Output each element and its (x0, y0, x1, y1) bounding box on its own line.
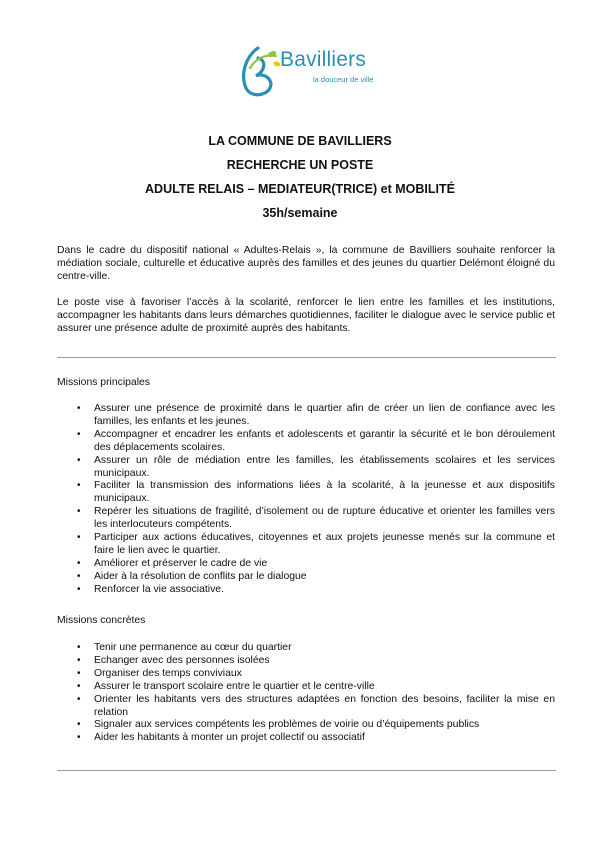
bullet-icon: • (77, 654, 81, 666)
missions-principales-list (57, 403, 555, 597)
list-item-text: Echanger avec des personnes isolées (94, 654, 270, 666)
bullet-icon: • (77, 557, 81, 569)
missions-concretes-list (57, 642, 555, 745)
list-item-text: Améliorer et préserver le cadre de vie (94, 557, 268, 569)
list-item (57, 506, 555, 532)
list-item (57, 668, 555, 681)
logo-name: Bavilliers (280, 48, 367, 71)
list-item (57, 719, 555, 732)
bullet-icon: • (77, 642, 81, 653)
list-item-text: Assurer une présence de proximité dans le quartier afin de créer un lien de confiance avec les familles, les enfants et les jeunes. (94, 403, 555, 427)
bullet-icon: • (77, 532, 81, 544)
list-item (57, 558, 555, 571)
bullet-icon: • (77, 667, 81, 679)
list-item (57, 532, 555, 558)
bullet-icon: • (77, 719, 81, 731)
section-title-missions-principales: Missions principales (57, 377, 150, 388)
list-item-text: Repérer les situations de fragilité, d’isolement ou de rupture éducative et orienter les familles vers les interlocuteurs compétents. (94, 506, 555, 531)
list-item-text: Faciliter la transmission des informations liées à la scolarité, à la jeunesse et aux dispositifs municipaux. (94, 480, 555, 505)
bullet-icon: • (77, 732, 81, 744)
list-item (57, 455, 555, 481)
list-item-text: Renforcer la vie associative. (94, 583, 224, 595)
title-block (0, 134, 600, 230)
bullet-icon: • (77, 403, 81, 414)
list-item (57, 480, 555, 506)
list-item (57, 681, 555, 694)
bullet-icon: • (77, 454, 81, 466)
divider-bottom (57, 770, 556, 771)
bullet-icon: • (77, 693, 81, 705)
heading-commune: LA COMMUNE DE BAVILLIERS (208, 134, 392, 148)
bavilliers-logo (236, 42, 396, 102)
intro-paragraph-1: Dans le cadre du dispositif national « Adultes-Relais », la commune de Bavilliers souhaite renforcer la médiation sociale, culturelle et éducative auprès des familles et des jeunes du quartier Delémont éloigné du centre-ville. (57, 245, 555, 283)
list-item-text: Tenir une permanence au cœur du quartier (94, 642, 292, 653)
bullet-icon: • (77, 583, 81, 595)
list-item-text: Aider à la résolution de conflits par le dialogue (94, 570, 307, 582)
list-item-text: Accompagner et encadrer les enfants et adolescents et garantir la sécurité et le bon déroulement des déplacements scolaires. (94, 428, 555, 453)
list-item (57, 403, 555, 429)
list-item (57, 429, 555, 455)
list-item (57, 584, 555, 597)
bullet-icon: • (77, 480, 81, 492)
list-item (57, 655, 555, 668)
list-item (57, 694, 555, 720)
heading-hours: 35h/semaine (262, 206, 338, 220)
bullet-icon: • (77, 428, 81, 440)
list-item (57, 732, 555, 745)
bullet-icon: • (77, 570, 81, 582)
list-item-text: Participer aux actions éducatives, citoyennes et aux projets jeunesse menés sur la commune et faire le lien avec le quartier. (94, 532, 555, 556)
list-item-text: Assurer le transport scolaire entre le quartier et le centre-ville (94, 680, 375, 692)
bullet-icon: • (77, 680, 81, 692)
list-item-text: Aider les habitants à monter un projet collectif ou associatif (94, 732, 365, 744)
list-item (57, 571, 555, 584)
divider-top (57, 357, 556, 358)
bullet-icon: • (77, 506, 81, 518)
list-item (57, 642, 555, 655)
heading-poste: ADULTE RELAIS – MEDIATEUR(TRICE) et MOBILITÉ (145, 182, 455, 196)
list-item-text: Organiser des temps conviviaux (94, 667, 242, 679)
list-item-text: Orienter les habitants vers des structures adaptées en fonction des besoins, faciliter la mise en relation (94, 693, 555, 718)
section-title-missions-concretes: Missions concrètes (57, 615, 146, 626)
heading-recherche: RECHERCHE UN POSTE (226, 158, 374, 172)
list-item-text: Assurer un rôle de médiation entre les familles, les établissements scolaires et les services municipaux. (94, 454, 555, 479)
list-item-text: Signaler aux services compétents les problèmes de voirie ou d’équipements publics (94, 719, 480, 731)
intro-paragraph-2: Le poste vise à favoriser l’accès à la scolarité, renforcer le lien entre les familles et les institutions, accompagner les habitants dans leurs démarches quotidiennes, faciliter le dialogue avec le service public et assurer une présence adulte de proximité auprès des habitants. (57, 297, 555, 335)
logo-tagline: la douceur de ville (313, 75, 374, 84)
